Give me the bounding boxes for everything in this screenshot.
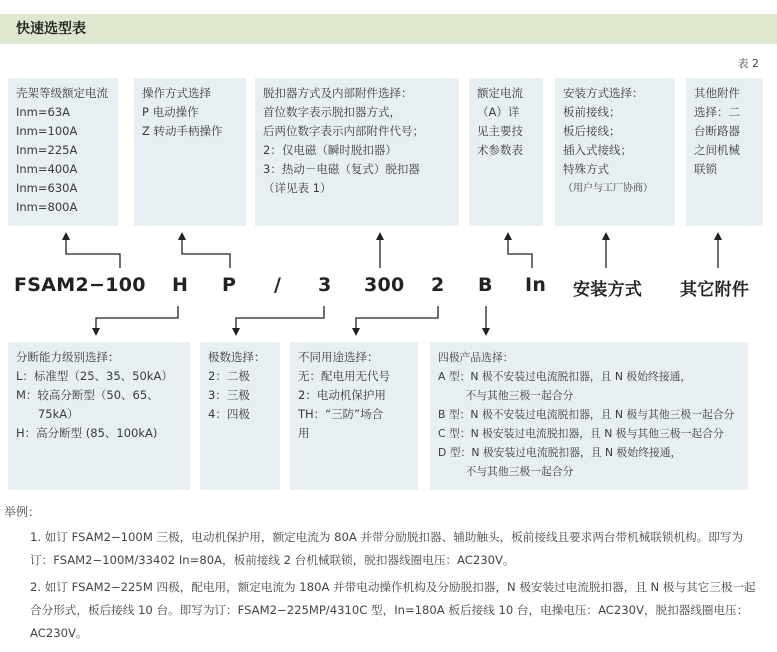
box-line: 75kA） [16,407,79,421]
box-line: D 型：N 极安装过电流脱扣器，且 N 极始终接通， [438,446,682,459]
box-line: 无：配电用无代号 [298,369,390,383]
box-line: L：标准型（25、35、50kA） [16,369,173,383]
box-line: 后两位数字表示内部附件代号； [263,124,424,138]
box-line: 特殊方式 [563,162,609,176]
code-usage: 2 [431,274,445,296]
box-line: 四极产品选择： [438,351,514,364]
box-line: B 型：N 极不安装过电流脱扣器，且 N 极与其他三极一起合分 [438,408,735,421]
box-line: 操作方式选择 [142,86,211,100]
code-other-accessory: 其它附件 [680,280,750,300]
box-line: 不与其他三极一起合分 [438,465,574,478]
box-line: 用 [298,426,310,440]
box-line: 术参数表 [477,143,523,157]
code-release-accessory: 300 [364,274,405,296]
box-line: C 型：N 极安装过电流脱扣器，且 N 极与其他三极一起合分 [438,427,724,440]
pole-number-box [200,342,280,490]
example-1: 1. 如订 FSAM2−100M 三极，电动机保护用，额定电流为 80A 并带分励脱扣器、辅助触头，板前接线且要求两台带机械联锁机构。即写为订：FSAM2−100M/33402 In=80A，板前接线 2 台机械联锁，脱扣器线圈电压：AC230V。 [30,530,744,567]
code-operation: P [222,274,237,296]
table-number-label: 表 2 [737,57,759,70]
box-line: 联锁 [694,162,717,176]
box-line: 2：二极 [208,369,250,383]
box-line: Inm=400A [16,162,78,176]
box-line: 极数选择： [208,350,266,364]
box-line: （A）详 [477,105,520,119]
box-line: 额定电流 [477,86,523,100]
box-line: Inm=630A [16,181,78,195]
box-line: 安装方式选择： [563,86,644,100]
box-line: H：高分断型 (85、100kA) [16,426,158,440]
box-line: 见主要技 [477,124,523,138]
box-line: A 型：N 极不安装过电流脱扣器，且 N 极始终接通， [438,370,692,383]
connector-breaking [96,306,178,332]
box-line: 台断路器 [694,124,740,138]
box-line: M：较高分断型（50、65、 [16,388,159,402]
box-line: （用户与工厂协商） [563,183,653,194]
box-line: 3：三极 [208,388,250,402]
box-line: Inm=225A [16,143,78,157]
box-line: 选择：二 [694,105,740,119]
connector-poles [236,306,324,332]
breaking-capacity-box [8,342,190,490]
connector-operation [182,236,230,268]
connector-rated-current [508,236,532,268]
box-line: 3：热动－电磁（复式）脱扣器 [263,162,420,176]
four-pole-type-box [430,342,748,490]
usage-box [290,342,418,490]
box-line: 其他附件 [694,86,740,100]
code-rated-current: In [525,274,547,296]
examples-heading: 举例： [4,505,41,519]
section-title: 快速选型表 [16,21,86,37]
connector-usage [356,306,438,332]
box-line: 板后接线； [563,124,621,138]
box-line: 首位数字表示脱扣器方式， [263,105,401,119]
example-2: 2. 如订 FSAM2−225M 四极，配电用，额定电流为 180A 并带电动操作机构及分励脱扣器，N 极安装过电流脱扣器，且 N 极与其它三极一起合分形式，板后接线 10 台。即写为订：FSAM2−225MP/4310C 型，In=180A 板后接线 10 台，电操电压：AC230V，脱扣器线圈电压：AC230V。 [30,580,756,640]
box-line: Z 转动手柄操作 [142,124,223,138]
box-line: 不与其他三极一起合分 [438,389,574,402]
box-line: 2：仅电磁（瞬时脱扣器） [263,143,397,157]
code-installation: 安装方式 [573,280,643,300]
box-line: 之间机械 [694,143,740,157]
box-line: 分断能力级别选择： [16,350,120,364]
box-line: 板前接线； [563,105,621,119]
code-poles: 3 [318,274,332,296]
connector-frame [66,236,120,268]
box-line: P 电动操作 [142,105,199,119]
box-line: 插入式接线； [563,143,632,157]
box-line: 不同用途选择： [298,350,379,364]
code-separator: / [274,274,282,296]
box-line: 脱扣器方式及内部附件选择： [263,86,413,100]
box-line: 2：电动机保护用 [298,388,386,402]
box-line: Inm=800A [16,200,78,214]
box-line: Inm=100A [16,124,78,138]
box-line: TH：“三防”场合 [298,407,384,421]
code-frame: FSAM2−100 [14,274,146,296]
box-line: （详见表 1） [263,181,332,195]
box-line: 4：四极 [208,407,250,421]
box-line: 壳架等级额定电流 [16,86,108,100]
box-line: Inm=63A [16,105,71,119]
code-four-pole-type: B [478,274,493,296]
code-breaking-level: H [172,274,189,296]
